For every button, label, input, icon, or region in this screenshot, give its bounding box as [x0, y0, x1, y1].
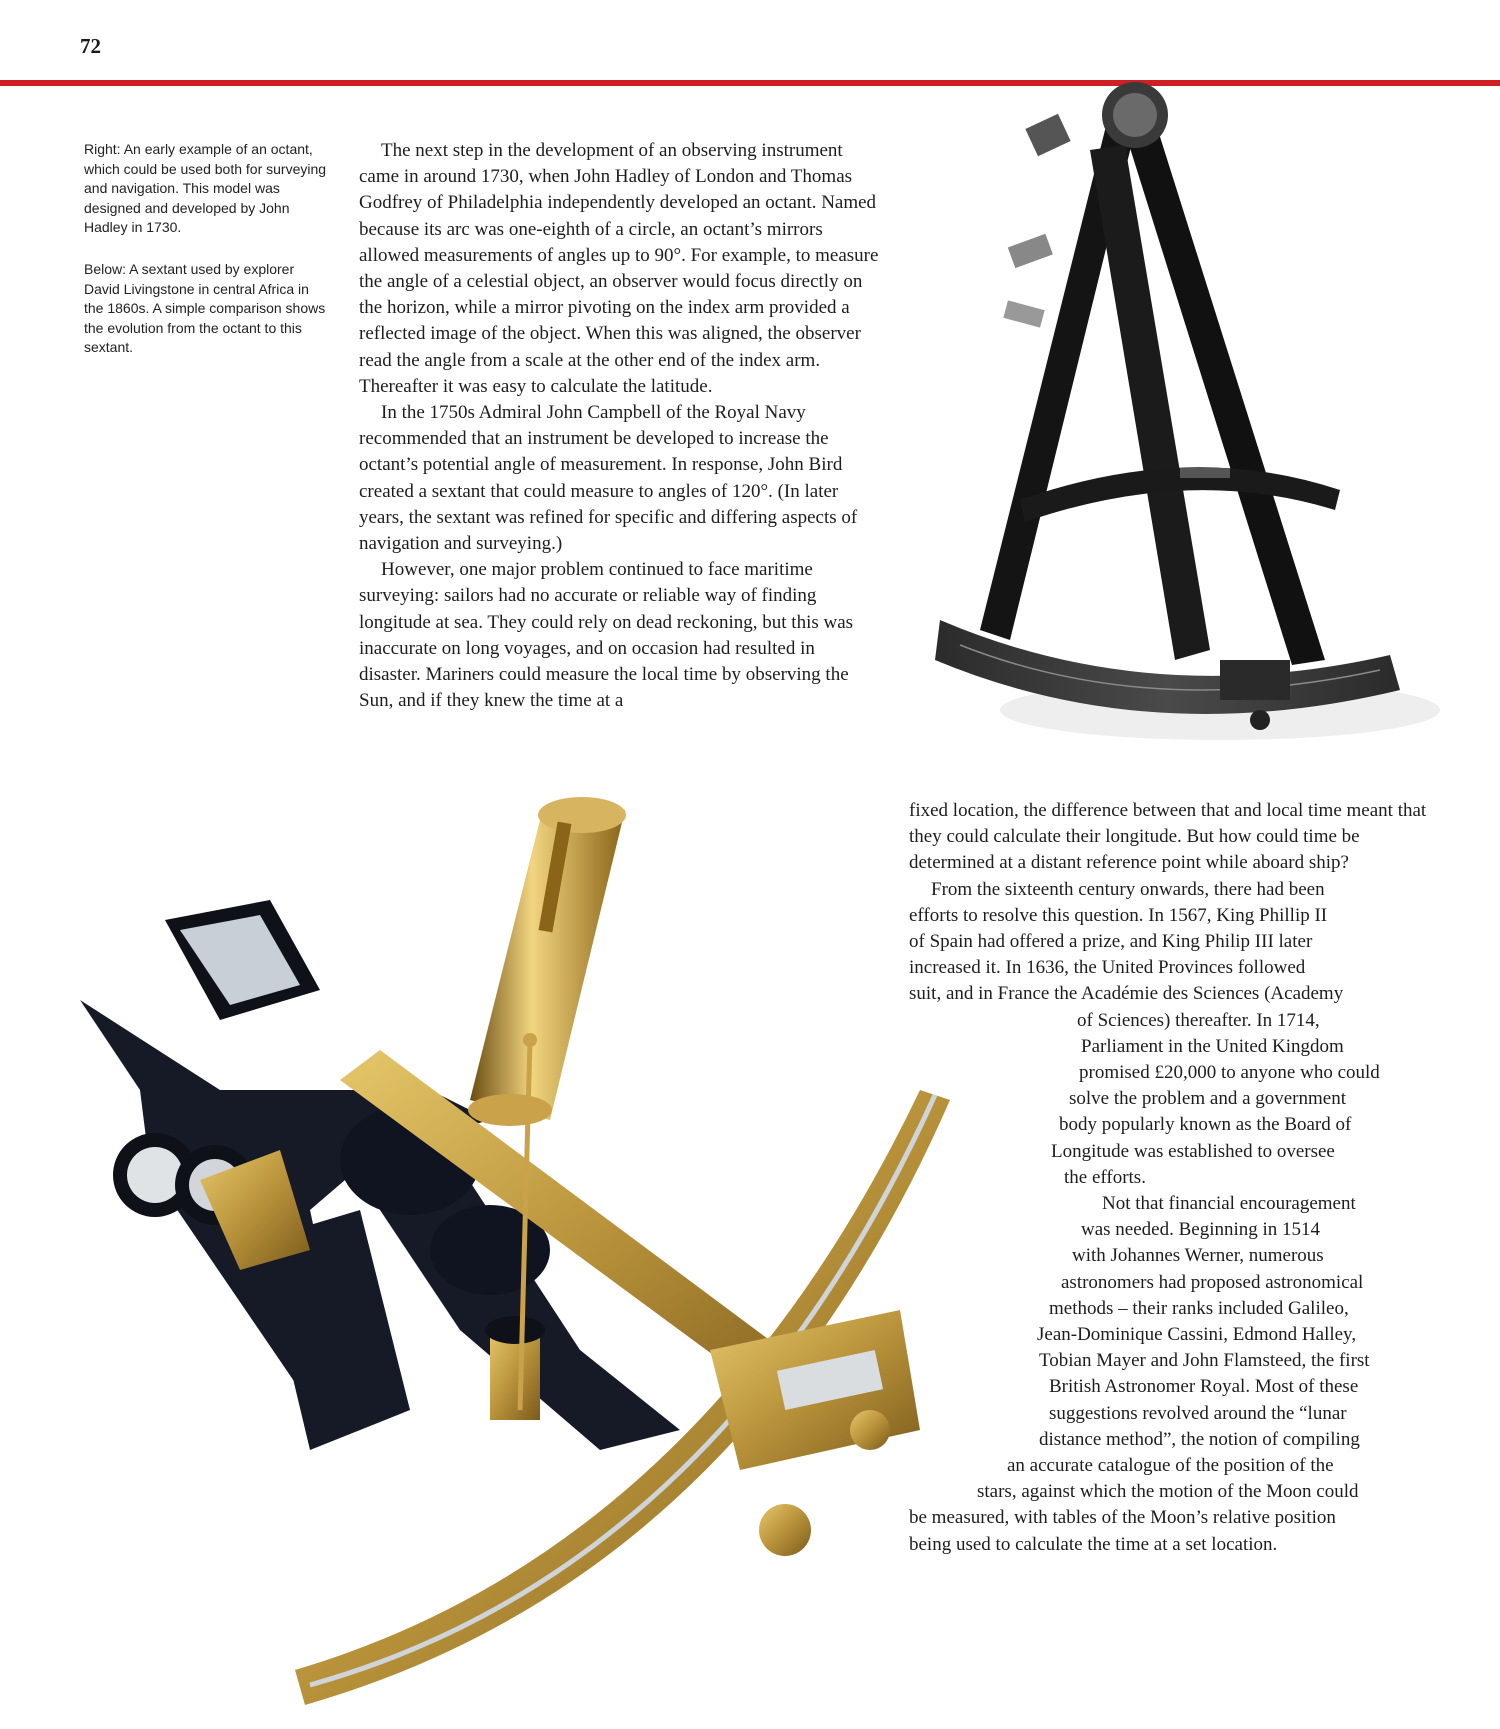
text-line: of Sciences) thereafter. In 1714,: [1077, 1009, 1320, 1031]
text-line: Tobian Mayer and John Flamsteed, the first: [1039, 1350, 1370, 1372]
body-column-1: [359, 138, 879, 714]
text-line: British Astronomer Royal. Most of these: [1049, 1376, 1359, 1398]
text-line: increased it. In 1636, the United Provinces followed: [909, 957, 1306, 979]
text-line: be measured, with tables of the Moon’s relative position: [909, 1507, 1336, 1529]
text-line: solve the problem and a government: [1069, 1088, 1347, 1110]
text-line: distance method”, the notion of compiling: [1039, 1428, 1360, 1450]
text-line: of Spain had offered a prize, and King Philip III later: [909, 931, 1313, 953]
text-line: body popularly known as the Board of: [1059, 1114, 1352, 1136]
paragraph: The next step in the development of an observing instrument came in around 1730, when John Hadley of London and Thomas Godfrey of Philadelphia independently developed an octant. Named because its arc was one-eighth of a circle, an octant’s mirrors allowed measurements of angles up to 90°. For example, to measure the angle of a celestial object, an observer would focus directly on the horizon, while a mirror pivoting on the index arm provided a reflected image of the object. When this was aligned, the observer read the angle from a scale at the other end of the index arm. Thereafter it was easy to calculate the latitude.: [359, 140, 879, 397]
paragraph: In the 1750s Admiral John Campbell of the Royal Navy recommended that an instrument be developed to increase the octant’s potential angle of measurement. In response, John Bird created a sextant that could measure to angles of 120°. (In later years, the sextant was refined for specific and differing aspects of navigation and surveying.): [359, 402, 858, 555]
paragraph: fixed location, the difference between that and local time meant that they could calculate their longitude. But how could time be determined at a distant reference point while aboard ship?: [909, 800, 1427, 874]
text-line: Parliament in the United Kingdom: [1081, 1035, 1344, 1057]
text-line: promised £20,000 to anyone who could: [1079, 1062, 1380, 1084]
paragraph: [909, 1191, 1439, 1558]
text-line: suggestions revolved around the “lunar: [1049, 1402, 1347, 1424]
text-line: with Johannes Werner, numerous: [1072, 1245, 1324, 1267]
text-line: Longitude was established to oversee: [1051, 1140, 1335, 1162]
paragraph: However, one major problem continued to face maritime surveying: sailors had no accurate or reliable way of finding longitude at sea. They could rely on dead reckoning, but this was inaccurate on long voyages, and on occasion had resulted in disaster. Mariners could measure the local time by observing the Sun, and if they knew the time at a: [359, 559, 854, 712]
text-line: From the sixteenth century onwards, there had been: [931, 878, 1325, 900]
text-line: Jean-Dominique Cassini, Edmond Halley,: [1037, 1324, 1357, 1346]
text-line: being used to calculate the time at a set location.: [909, 1533, 1278, 1555]
caption-below: Below: A sextant used by explorer David Livingstone in central Africa in the 1860s. A simple comparison shows the evolution from the octant to this sextant.: [84, 261, 326, 355]
text-line: astronomers had proposed astronomical: [1061, 1271, 1364, 1293]
octant-photo: [920, 60, 1440, 760]
text-line: methods – their ranks included Galileo,: [1049, 1297, 1349, 1319]
text-line: an accurate catalogue of the position of the: [1007, 1455, 1334, 1477]
caption-right: Right: An early example of an octant, which could be used both for surveying and navigation. This model was designed and developed by John Hadley in 1730.: [84, 141, 327, 235]
body-column-2: [909, 798, 1439, 1558]
text-line: stars, against which the motion of the Moon could: [977, 1481, 1359, 1503]
paragraph: [909, 877, 1439, 1191]
page-number: 72: [80, 34, 101, 58]
text-line: was needed. Beginning in 1514: [1081, 1219, 1321, 1241]
text-line: efforts to resolve this question. In 1567, King Phillip II: [909, 904, 1328, 926]
text-line: the efforts.: [1064, 1166, 1146, 1188]
text-line: Not that financial encouragement: [1102, 1193, 1356, 1215]
text-line: suit, and in France the Académie des Sciences (Academy: [909, 983, 1344, 1005]
